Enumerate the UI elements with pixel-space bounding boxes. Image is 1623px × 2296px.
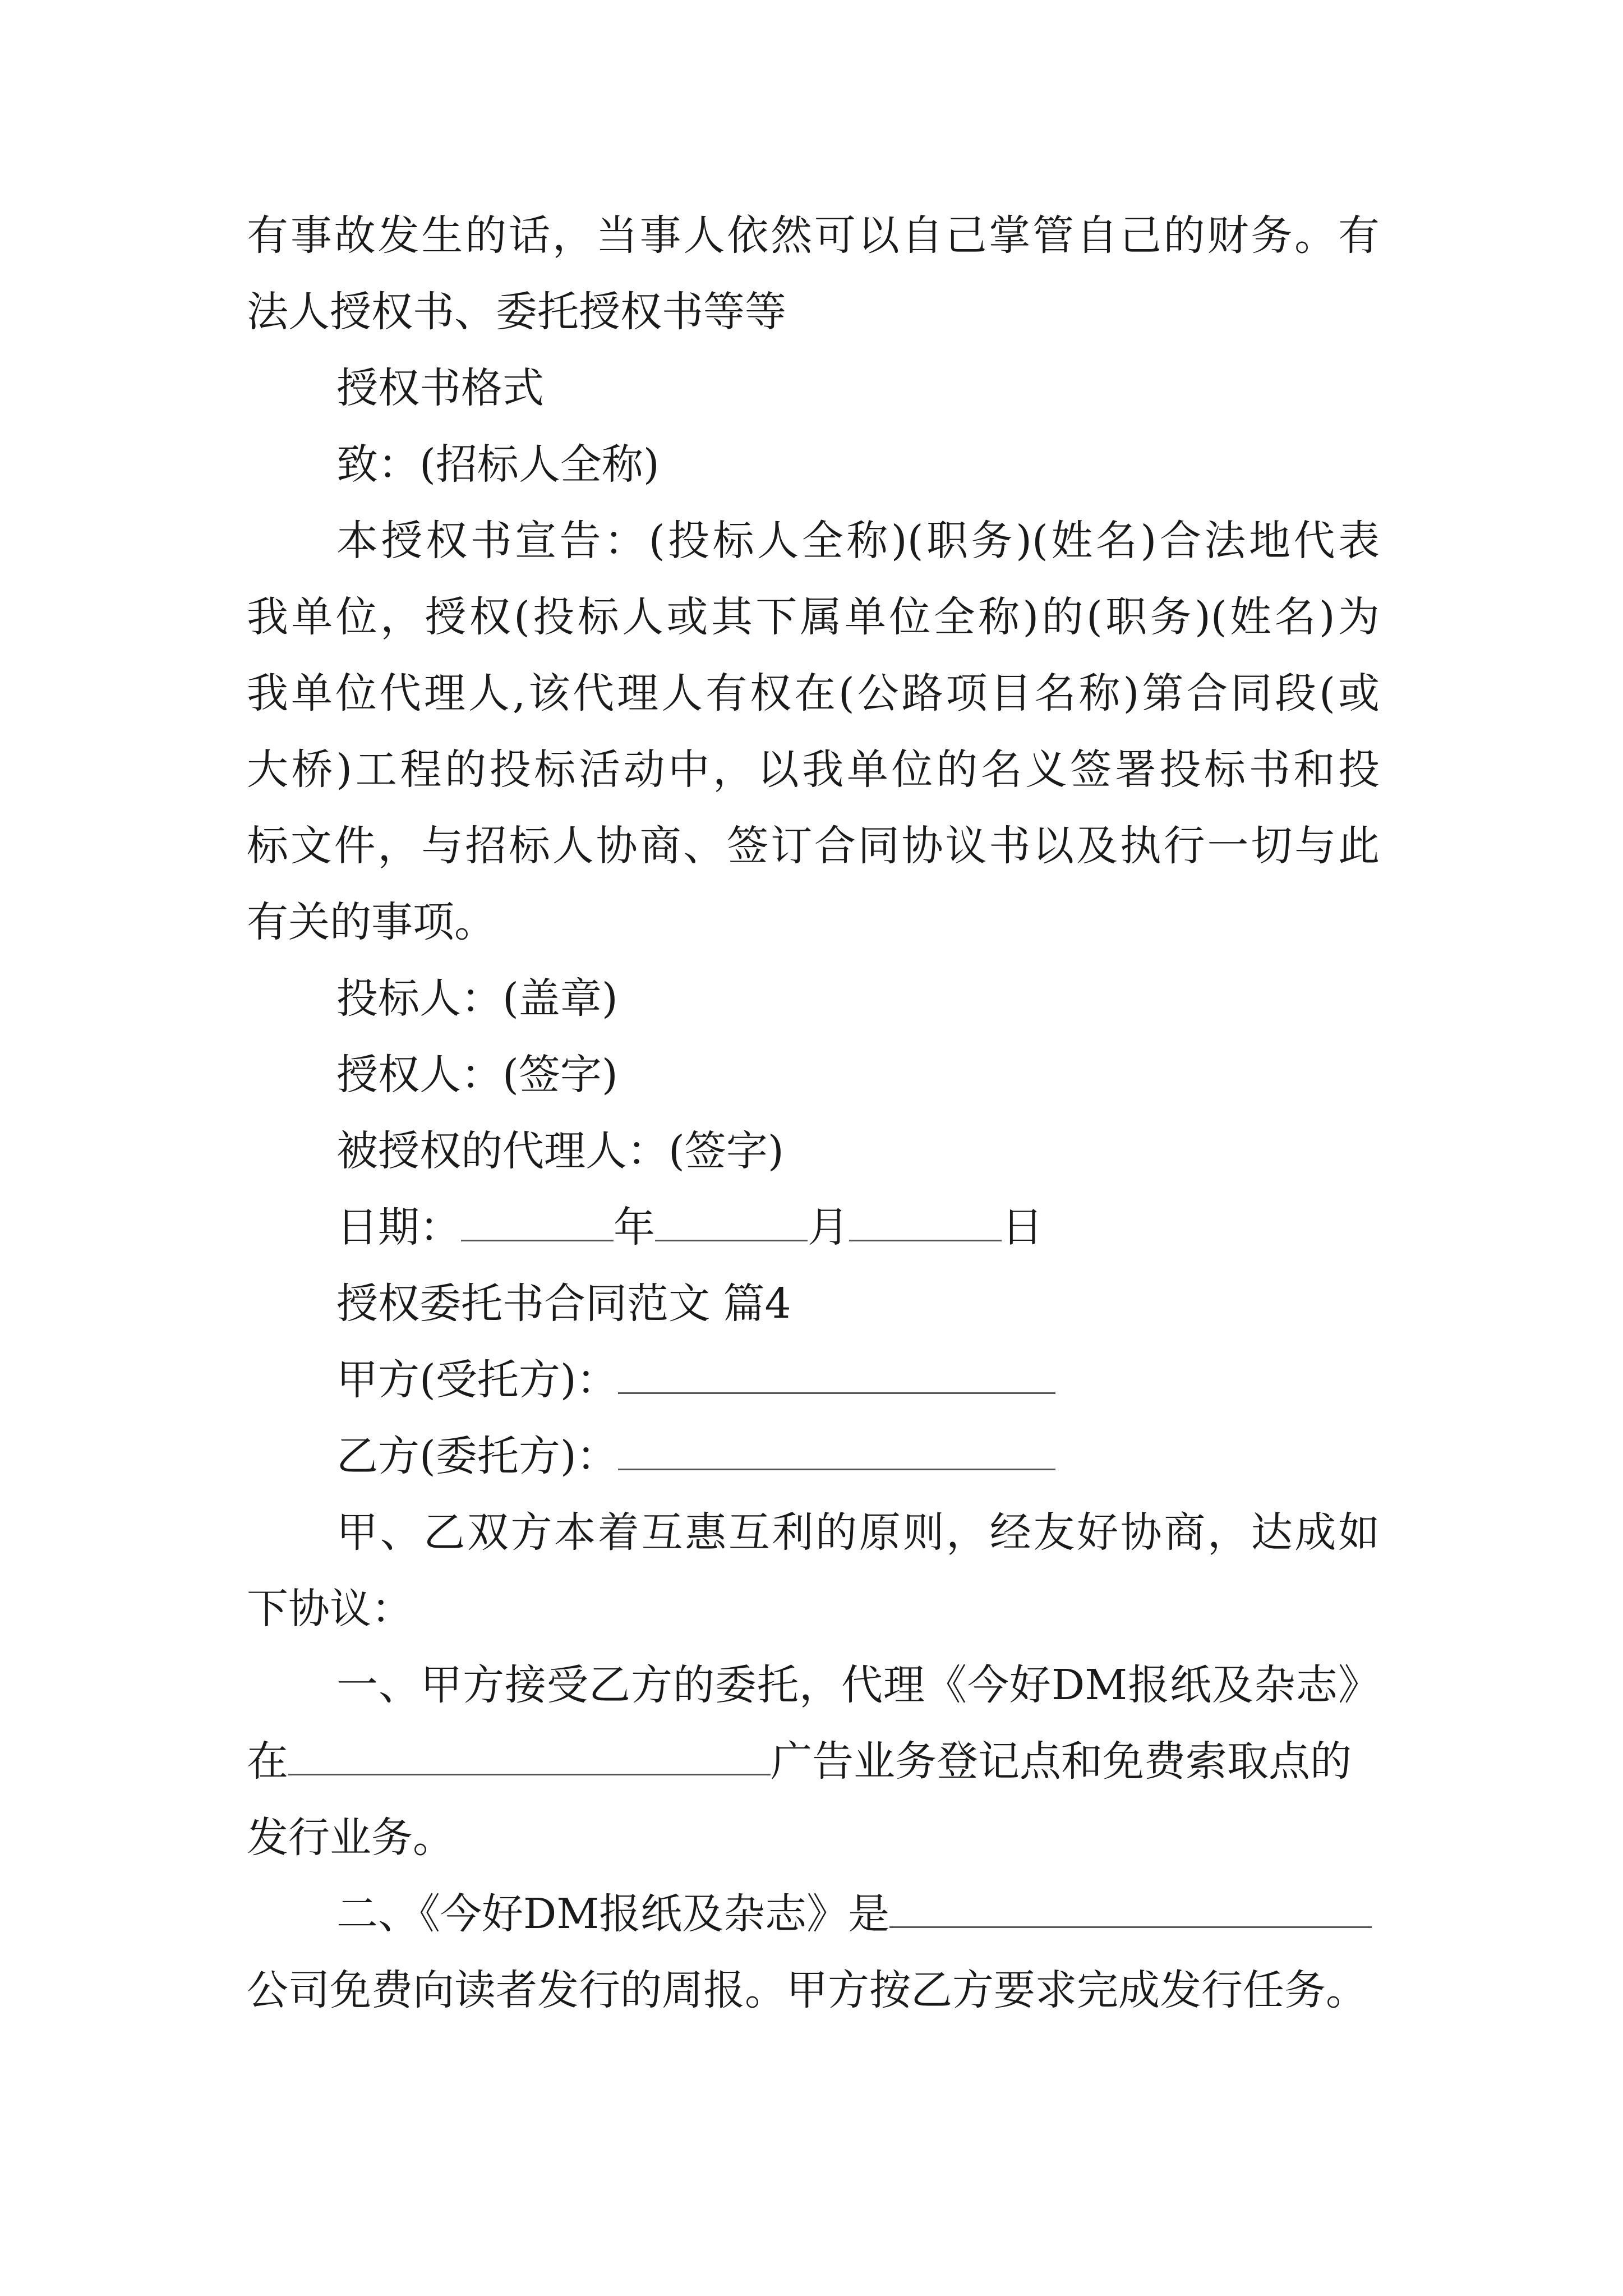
declaration-line: 有关的事项。 bbox=[247, 898, 496, 946]
day-label: 日 bbox=[1002, 1203, 1043, 1251]
addressee-line: 致：(招标人全称) bbox=[336, 440, 660, 489]
clause-2-line: 公司免费向读者发行的周报。甲方按乙方要求完成发行任务。 bbox=[247, 1966, 1367, 2014]
party-a-blank[interactable] bbox=[618, 1347, 1055, 1394]
clause-1-line bbox=[247, 1723, 1380, 1800]
clause-2-line bbox=[247, 1876, 1380, 1952]
year-blank[interactable] bbox=[461, 1195, 614, 1241]
declaration-line: 本授权书宣告：(投标人全称)(职务)(姓名)合法地代表 bbox=[336, 517, 1380, 565]
location-blank[interactable] bbox=[288, 1729, 771, 1775]
agreement-line: 甲、乙双方本着互惠互利的原则，经友好协商，达成如 bbox=[336, 1508, 1380, 1557]
month-label: 月 bbox=[808, 1203, 849, 1251]
clause-1-prefix: 在 bbox=[247, 1737, 288, 1786]
year-label: 年 bbox=[614, 1203, 655, 1251]
section-title: 授权委托书合同范文 篇4 bbox=[336, 1280, 791, 1328]
bidder-signature-line: 投标人：(盖章) bbox=[336, 974, 618, 1023]
paragraph-line: 有事故发生的话，当事人依然可以自己掌管自己的财务。有 bbox=[247, 211, 1380, 260]
day-blank[interactable] bbox=[849, 1195, 1002, 1241]
date-label: 日期： bbox=[336, 1203, 461, 1251]
party-b-label: 乙方(委托方)： bbox=[336, 1432, 618, 1480]
declaration-line: 标文件，与招标人协商、签订合同协议书以及执行一切与此 bbox=[247, 822, 1380, 870]
party-a-label: 甲方(受托方)： bbox=[336, 1356, 618, 1404]
clause-1-line: 一、甲方接受乙方的委托，代理《今好DM报纸及杂志》 bbox=[336, 1661, 1380, 1709]
agent-signature-line: 被授权的代理人：(签字) bbox=[336, 1127, 784, 1175]
authorizer-signature-line: 授权人：(签字) bbox=[336, 1051, 618, 1099]
agreement-line: 下协议： bbox=[247, 1585, 413, 1633]
paragraph-line: 法人授权书、委托授权书等等 bbox=[247, 288, 786, 336]
clause-1-suffix: 广告业务登记点和免费索取点的 bbox=[771, 1737, 1352, 1786]
document-body bbox=[247, 197, 1380, 2028]
party-b-line bbox=[247, 1418, 1380, 1494]
party-a-line bbox=[247, 1342, 1380, 1418]
party-b-blank[interactable] bbox=[618, 1424, 1055, 1470]
company-blank[interactable] bbox=[889, 1881, 1372, 1928]
date-line bbox=[247, 1189, 1380, 1266]
declaration-line: 我单位代理人,该代理人有权在(公路项目名称)第合同段(或 bbox=[247, 669, 1380, 717]
declaration-line: 大桥)工程的投标活动中，以我单位的名义签署投标书和投 bbox=[247, 746, 1380, 794]
declaration-line: 我单位，授权(投标人或其下属单位全称)的(职务)(姓名)为 bbox=[247, 593, 1380, 641]
clause-2-prefix: 二、《今好DM报纸及杂志》是 bbox=[336, 1890, 890, 1938]
month-blank[interactable] bbox=[655, 1195, 808, 1241]
heading-format: 授权书格式 bbox=[336, 364, 544, 412]
clause-1-line: 发行业务。 bbox=[247, 1814, 454, 1862]
